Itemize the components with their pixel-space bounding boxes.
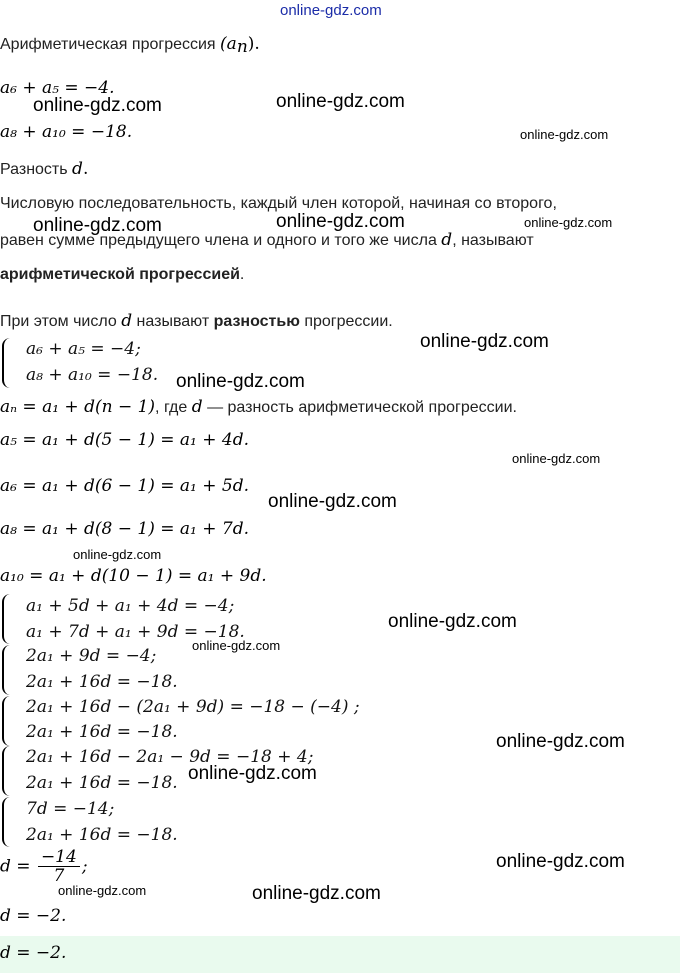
general-term-formula: aₙ = a₁ + d(n − 1), где d — разность арифметической прогрессии. bbox=[0, 397, 517, 417]
system-equation: 2a₁ + 16d = −18. bbox=[26, 722, 178, 742]
system-brace bbox=[2, 338, 10, 388]
watermark: online-gdz.com bbox=[58, 883, 147, 898]
fraction-equation: d = $\frac{-14}{7}$ ; bbox=[0, 847, 88, 886]
result-line: d = −2. bbox=[0, 906, 67, 926]
term-expression: a₆ = a₁ + d(6 − 1) = a₁ + 5d. bbox=[0, 476, 249, 496]
system-brace bbox=[2, 645, 10, 695]
system-equation: a₁ + 5d + a₁ + 4d = −4; bbox=[26, 596, 235, 616]
watermark: online-gdz.com bbox=[176, 371, 305, 392]
answer-line: d = −2. bbox=[0, 943, 67, 963]
find-statement: Разность d. bbox=[0, 159, 89, 179]
system-brace bbox=[2, 797, 10, 847]
definition-line-4: При этом число d называют разностью прогрессии. bbox=[0, 311, 393, 331]
watermark: online-gdz.com bbox=[268, 491, 397, 512]
watermark: online-gdz.com bbox=[524, 215, 613, 230]
definition-line-1: Числовую последовательность, каждый член которой, начиная со второго, bbox=[0, 195, 557, 212]
watermark: online-gdz.com bbox=[33, 95, 162, 116]
watermark: online-gdz.com bbox=[33, 215, 162, 236]
definition-line-2: равен сумме предыдущего члена и одного и того же числа d, называют bbox=[0, 230, 534, 250]
watermark: online-gdz.com bbox=[276, 211, 405, 232]
system-equation: a₁ + 7d + a₁ + 9d = −18. bbox=[26, 622, 245, 642]
system-brace bbox=[2, 746, 10, 796]
system-equation: 2a₁ + 16d − 2a₁ − 9d = −18 + 4; bbox=[26, 747, 314, 767]
fraction: $\frac{-14}{7}$ bbox=[38, 848, 80, 885]
watermark: online-gdz.com bbox=[496, 851, 625, 872]
watermark: online-gdz.com bbox=[512, 451, 601, 466]
system-equation: 2a₁ + 16d = −18. bbox=[26, 773, 178, 793]
system-equation: a₈ + a₁₀ = −18. bbox=[26, 365, 159, 385]
watermark: online-gdz.com bbox=[388, 611, 517, 632]
system-brace bbox=[2, 594, 10, 644]
watermark: online-gdz.com bbox=[192, 638, 281, 653]
header-watermark: online-gdz.com bbox=[280, 2, 382, 19]
system-equation: a₆ + a₅ = −4; bbox=[26, 339, 141, 359]
watermark: online-gdz.com bbox=[420, 331, 549, 352]
watermark: online-gdz.com bbox=[520, 127, 609, 142]
watermark: online-gdz.com bbox=[252, 883, 381, 904]
watermark: online-gdz.com bbox=[276, 91, 405, 112]
given-equation-2: a₈ + a₁₀ = −18. bbox=[0, 122, 133, 142]
watermark: online-gdz.com bbox=[496, 731, 625, 752]
watermark: online-gdz.com bbox=[188, 763, 317, 784]
system-equation: 2a₁ + 16d = −18. bbox=[26, 672, 178, 692]
problem-title: Арифметическая прогрессия $(a_n)$. bbox=[0, 34, 260, 57]
definition-line-3: арифметической прогрессией. bbox=[0, 266, 245, 283]
term-expression: a₈ = a₁ + d(8 − 1) = a₁ + 7d. bbox=[0, 519, 249, 539]
system-equation: 2a₁ + 16d − (2a₁ + 9d) = −18 − (−4) ; bbox=[26, 697, 360, 717]
given-equation-1: a₆ + a₅ = −4. bbox=[0, 78, 115, 98]
answer-highlight bbox=[0, 936, 680, 973]
watermark: online-gdz.com bbox=[73, 547, 162, 562]
system-brace bbox=[2, 696, 10, 746]
system-equation: 7d = −14; bbox=[26, 799, 115, 819]
system-equation: 2a₁ + 9d = −4; bbox=[26, 646, 157, 666]
system-equation: 2a₁ + 16d = −18. bbox=[26, 825, 178, 845]
term-expression: a₅ = a₁ + d(5 − 1) = a₁ + 4d. bbox=[0, 430, 249, 450]
term-expression: a₁₀ = a₁ + d(10 − 1) = a₁ + 9d. bbox=[0, 566, 267, 586]
